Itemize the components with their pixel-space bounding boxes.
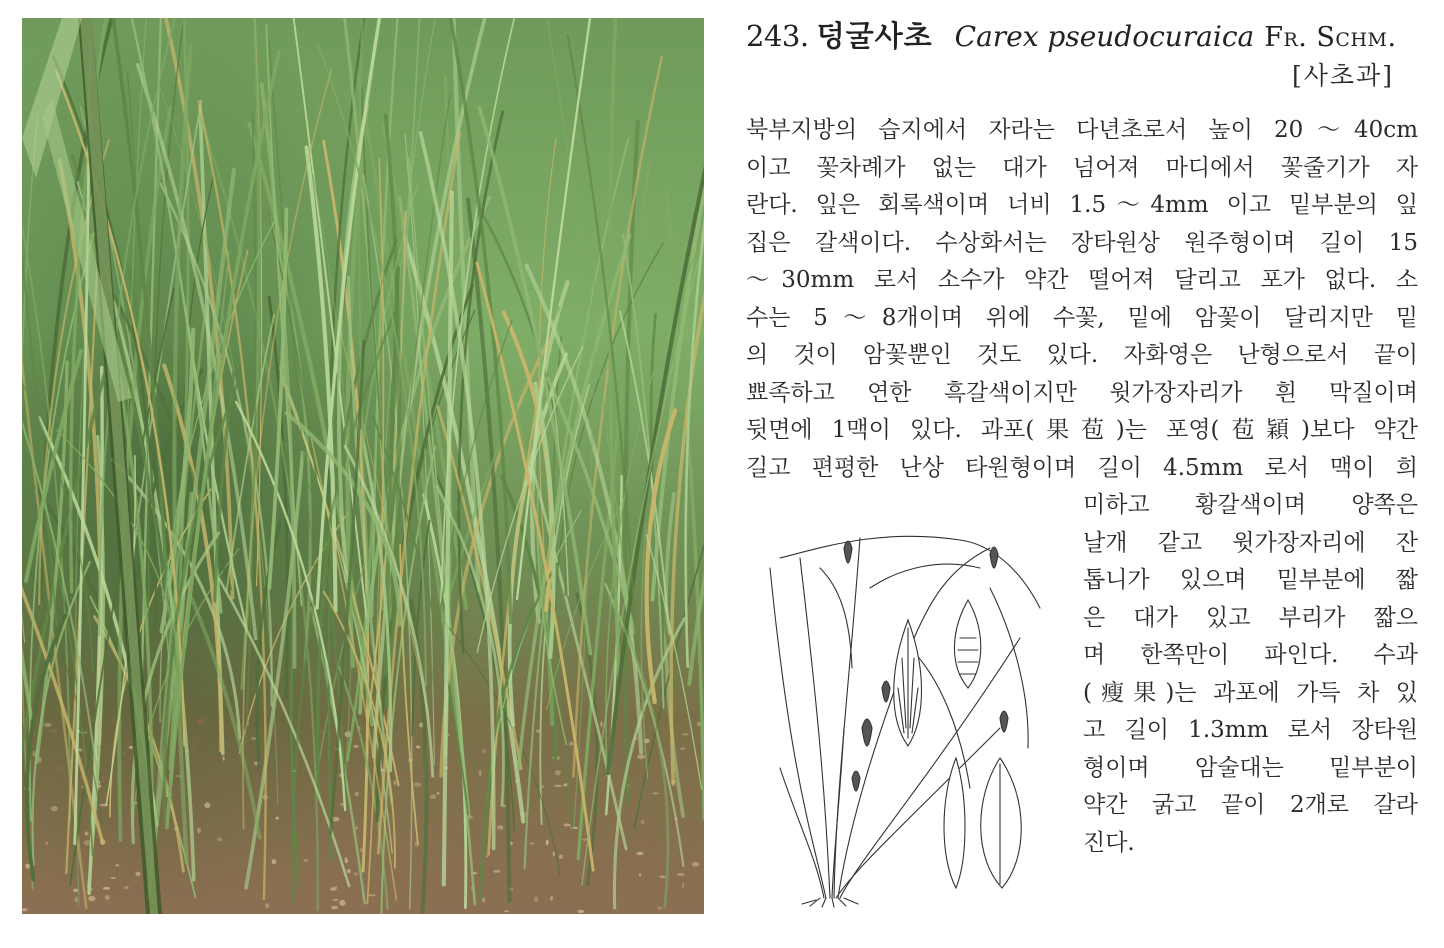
author-name: Fr. Schm. bbox=[1264, 22, 1397, 53]
description-line: ～30mm 로서 소수가 약간 떨어져 달리고 포가 없다. 소 bbox=[746, 267, 1418, 293]
description-line: 란다. 잎은 회록색이며 너비 1.5～4mm 이고 밑부분의 잎 bbox=[746, 192, 1418, 218]
description-line: 수는 5～8개이며 위에 수꽃, 밑에 암꽃이 달리지만 밑 bbox=[746, 304, 1418, 331]
entry-heading bbox=[746, 14, 1396, 58]
botanical-illustration bbox=[760, 528, 1060, 908]
description-line: 형이며 암술대는 밑부분이 bbox=[1083, 754, 1418, 781]
description-line: 뾰족하고 연한 흑갈색이지만 윗가장자리가 흰 막질이며 bbox=[746, 379, 1418, 406]
description-top bbox=[746, 112, 1418, 487]
description-line: 톱니가 있으며 밑부분에 짧 bbox=[1083, 567, 1418, 593]
korean-name: 덩굴사초 bbox=[816, 19, 933, 53]
description-line: 뒷면에 1맥이 있다. 과포(果苞)는 포영(苞穎)보다 약간 bbox=[746, 417, 1418, 443]
description-right bbox=[1083, 487, 1418, 862]
grass-photo-image bbox=[22, 18, 704, 914]
plant-photo bbox=[22, 18, 704, 914]
sedge-drawing bbox=[760, 528, 1060, 908]
description-line: 고 길이 1.3mm 로서 장타원 bbox=[1083, 717, 1418, 743]
description-line: 약간 굵고 끝이 2개로 갈라 bbox=[1083, 792, 1418, 818]
description-line: 집은 갈색이다. 수상화서는 장타원상 원주형이며 길이 15 bbox=[746, 229, 1418, 256]
description-line: 의 것이 암꽃뿐인 것도 있다. 자화영은 난형으로서 끝이 bbox=[746, 342, 1418, 368]
scientific-name: Carex pseudocuraica bbox=[954, 20, 1255, 53]
family-name: [사초과] bbox=[1292, 61, 1394, 90]
description-line: 진다. bbox=[1083, 829, 1135, 856]
description-line: 미하고 황갈색이며 양쪽은 bbox=[1083, 492, 1418, 518]
description-line: 북부지방의 습지에서 자라는 다년초로서 높이 20～40cm bbox=[746, 117, 1418, 143]
description-line: 은 대가 있고 부리가 짧으 bbox=[1083, 604, 1418, 631]
entry-number: 243. bbox=[746, 19, 809, 53]
description-line: 이고 꽃차례가 없는 대가 넘어져 마디에서 꽃줄기가 자 bbox=[746, 154, 1418, 181]
description-line: 날개 같고 윗가장자리에 잔 bbox=[1083, 529, 1418, 556]
description-line: 길고 편평한 난상 타원형이며 길이 4.5mm 로서 맥이 희 bbox=[746, 454, 1418, 481]
description-line: 며 한쪽만이 파인다. 수과 bbox=[1083, 642, 1418, 668]
description-line: (瘦果)는 과포에 가득 차 있 bbox=[1083, 679, 1418, 706]
